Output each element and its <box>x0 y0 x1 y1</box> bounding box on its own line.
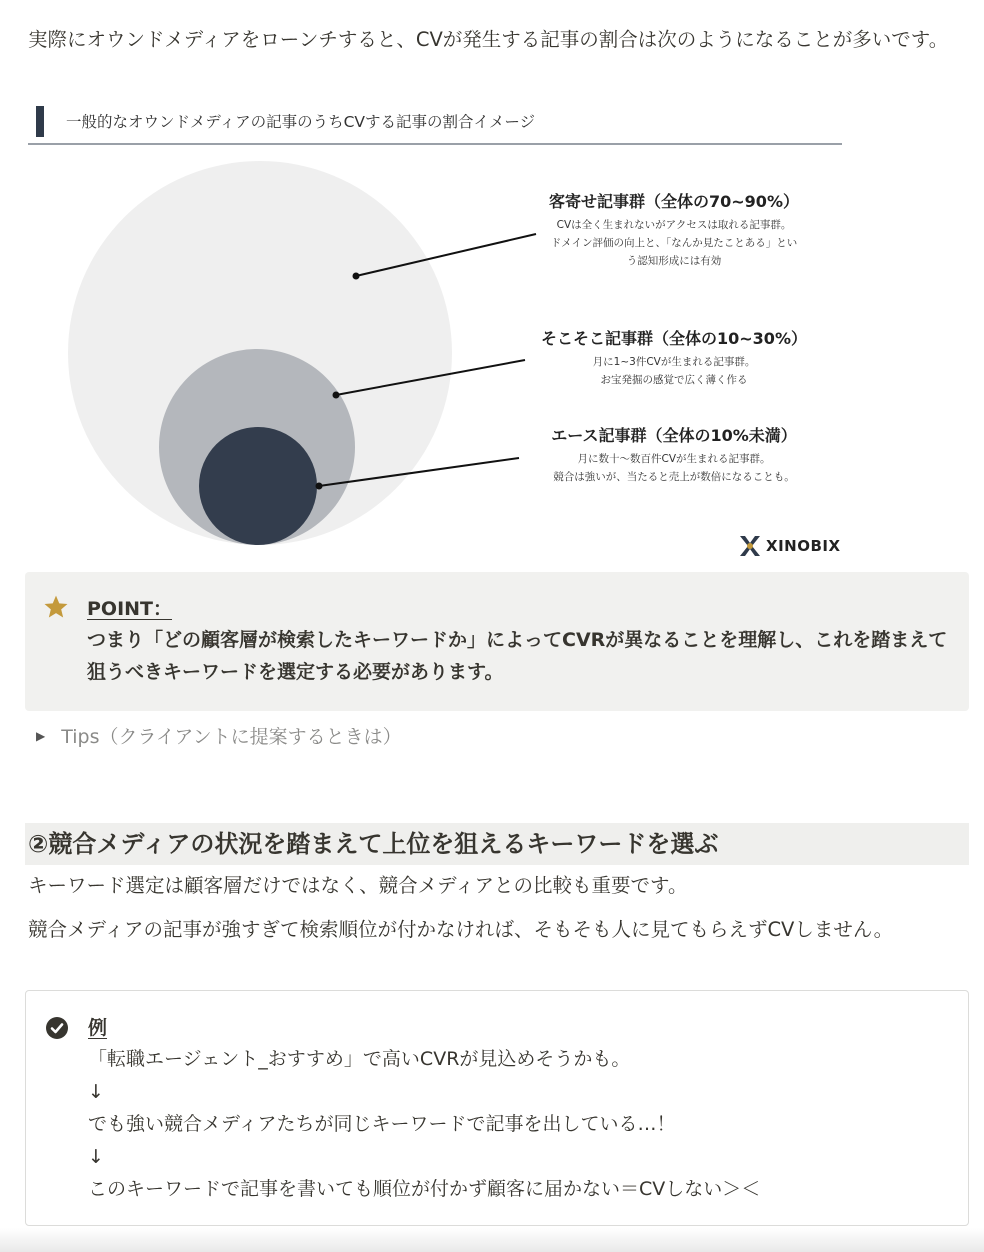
intro-paragraph: 実際にオウンドメディアをローンチすると、CVが発生する記事の割合は次のようになることが多いです。 <box>28 28 949 51</box>
inner-circle <box>199 427 317 545</box>
example-line: 「転職エージェント_おすすめ」で高いCVRが見込めそうかも。 <box>88 1048 631 1070</box>
group-label-1 <box>514 190 834 270</box>
section-paragraph-2: 競合メディアの記事が強すぎて検索順位が付かなければ、そもそも人に見てもらえずCVしません。 <box>28 918 894 941</box>
group-title: エース記事群（全体の10%未満） <box>551 426 797 445</box>
group-desc-line: う認知形成には有効 <box>626 255 722 267</box>
example-callout <box>25 990 969 1226</box>
group-desc-line: ドメイン評価の向上と、「なんか見たことある」とい <box>550 237 798 249</box>
group-label-3 <box>514 424 834 486</box>
example-lines <box>88 1043 760 1206</box>
example-line: でも強い競合メディアたちが同じキーワードで記事を出している…！ <box>88 1113 676 1135</box>
leader-dot-2 <box>333 392 340 399</box>
brand-name: XINOBIX <box>766 537 841 555</box>
figure-title: 一般的なオウンドメディアの記事のうちCVする記事の割合イメージ <box>66 113 536 131</box>
brand-logo <box>738 534 841 558</box>
toggle-label: Tips（クライアントに提案するときは） <box>61 726 402 748</box>
section-paragraph-1: キーワード選定は顧客層だけではなく、競合メディアとの比較も重要です。 <box>28 874 688 897</box>
example-line: このキーワードで記事を書いても順位が付かず顧客に届かない＝CVしない＞＜ <box>88 1178 761 1200</box>
example-label: 例 <box>88 1017 108 1039</box>
bottom-edge-shadow <box>0 1228 984 1252</box>
callout-body: つまり「どの顧客層が検索したキーワードか」によってCVRが異なることを理解し、これを踏まえて狙うべきキーワードを選定する必要があります。 <box>87 629 948 683</box>
triangle-right-icon[interactable]: ▶ <box>36 728 46 743</box>
leader-dot-3 <box>316 483 323 490</box>
cv-ratio-figure <box>28 100 858 570</box>
group-desc-line: 月に数十～数百件CVが生まれる記事群。 <box>577 453 771 465</box>
arrow-down-line: ↓ <box>88 1080 104 1103</box>
tips-toggle[interactable] <box>36 722 402 749</box>
star-icon <box>43 594 69 624</box>
arrow-down-line: ↓ <box>88 1145 104 1168</box>
xinobix-logo-icon <box>738 534 762 558</box>
group-desc-line: CVは全く生まれないがアクセスは取れる記事群。 <box>556 219 792 231</box>
section-heading: ②競合メディアの状況を踏まえて上位を狙えるキーワードを選ぶ <box>25 823 969 865</box>
group-title: 客寄せ記事群（全体の70~90%） <box>549 192 799 211</box>
group-desc-line: 競合は強いが、当たると売上が数倍になることも。 <box>553 471 795 483</box>
check-circle-icon <box>46 1017 68 1043</box>
group-label-2 <box>514 327 834 389</box>
point-callout <box>25 572 969 711</box>
group-desc-line: お宝発掘の感覚で広く薄く作る <box>600 374 748 386</box>
leader-dot-1 <box>353 273 360 280</box>
callout-label: POINT： <box>87 598 173 620</box>
group-desc-line: 月に1~3件CVが生まれる記事群。 <box>592 356 756 368</box>
group-title: そこそこ記事群（全体の10~30%） <box>541 329 807 348</box>
